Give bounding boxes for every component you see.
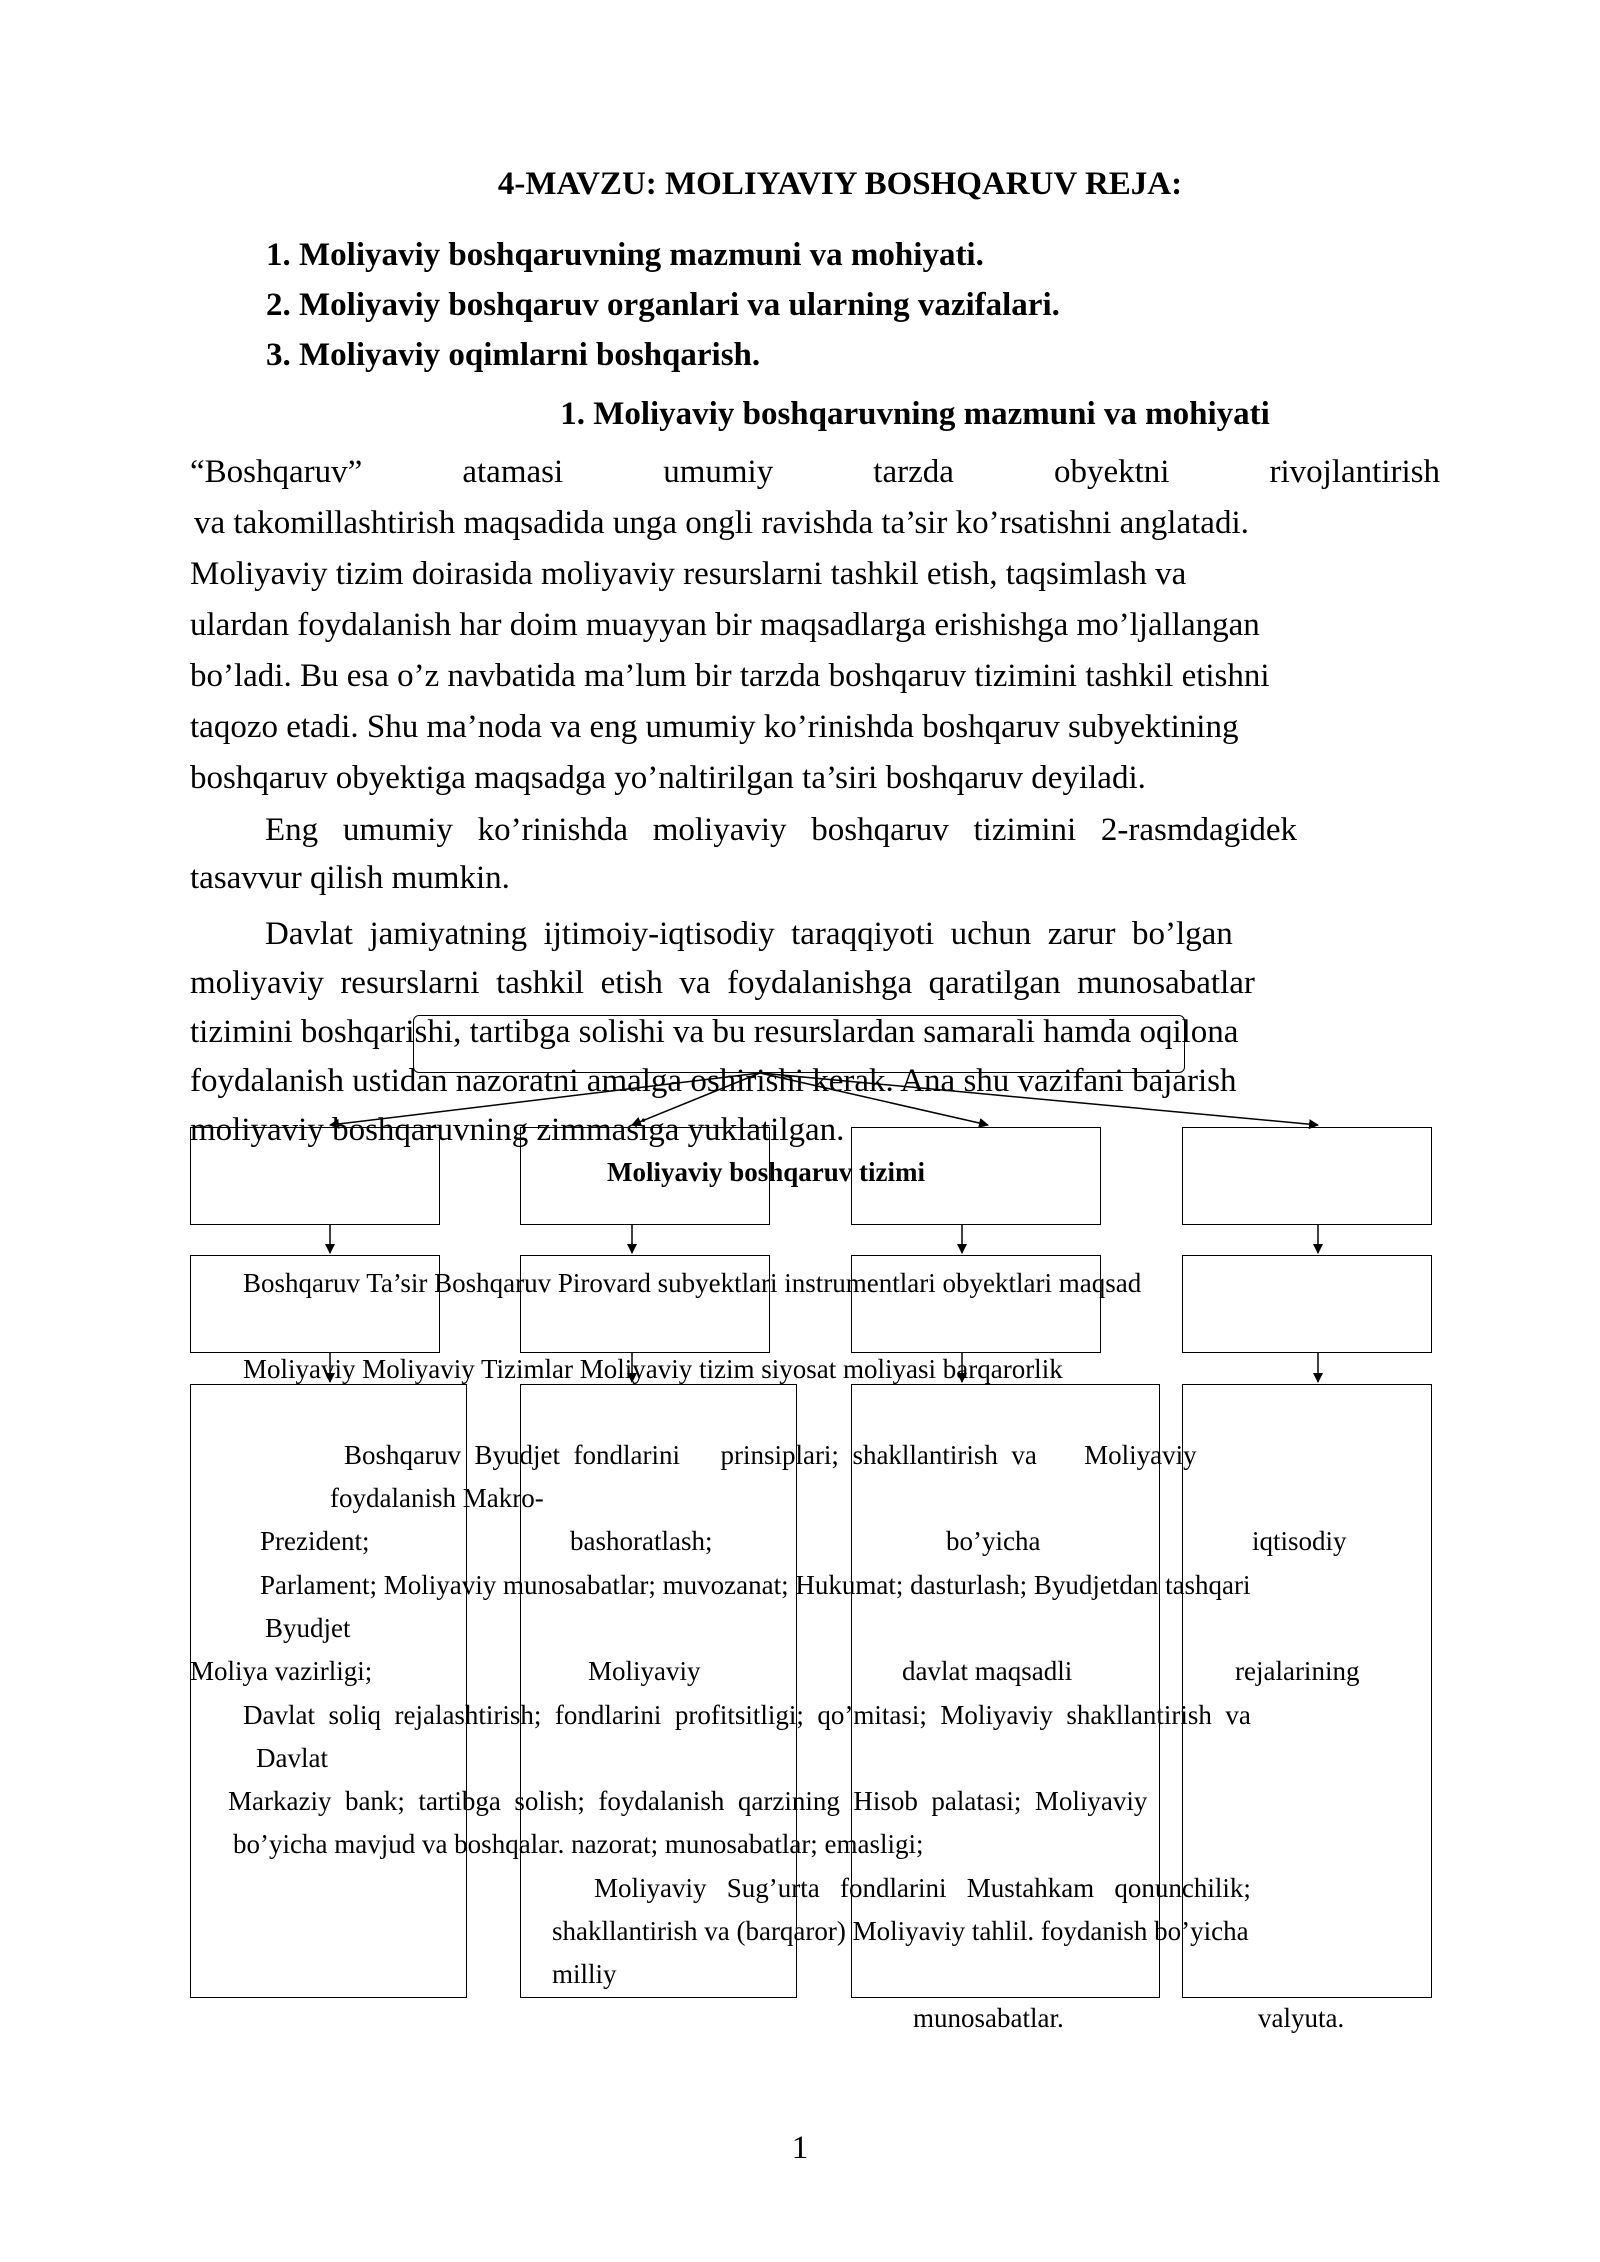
document-title: 4-MAVZU: MOLIYAVIY BOSHQARUV REJA:	[497, 166, 1183, 202]
diagram-body-line: Prezident;	[260, 1526, 370, 1556]
paragraph-3-line: Davlat jamiyatning ijtimoiy-iqtisodiy taraqqiyoti uchun zarur bo’lgan	[265, 916, 1233, 952]
paragraph-3-line: moliyaviy resurslarni tashkil etish va foydalanishga qaratilgan munosabatlar	[190, 965, 1255, 1001]
diagram-body-line: Davlat	[256, 1743, 328, 1773]
diagram-body-line: shakllantirish va (barqaror) Moliyaviy tahlil. foydanish bo’yicha	[552, 1916, 1249, 1946]
diagram-body-line: bo’yicha mavjud va boshqalar. nazorat; munosabatlar; emasligi;	[233, 1829, 924, 1859]
paragraph-1-line: ulardan foydalanish har doim muayyan bir maqsadlarga erishishga mo’ljallangan	[190, 607, 1260, 643]
paragraph-1-line: bo’ladi. Bu esa o’z navbatida ma’lum bir tarzda boshqaruv tizimini tashkil etishni	[190, 658, 1270, 694]
paragraph-3-line: tizimini boshqarishi, tartibga solishi va bu resurslardan samarali hamda oqilona	[190, 1014, 1239, 1050]
diagram-body-line: davlat maqsadli	[902, 1656, 1073, 1686]
diagram-body-line: Byudjet	[265, 1613, 351, 1643]
diagram-top-label: Moliyaviy boshqaruv tizimi	[607, 1157, 926, 1187]
diagram-body-line: bo’yicha	[946, 1526, 1041, 1556]
arrow-top-to-box-3	[760, 1073, 988, 1125]
diagram-row3-text: Moliyaviy Moliyaviy Tizimlar Moliyaviy tizim siyosat moliyasi barqarorlik	[243, 1354, 1063, 1384]
paragraph-1-line: va takomillashtirish maqsadida unga ongli ravishda ta’sir ko’rsatishni anglatadi.	[194, 505, 1249, 541]
diagram-body-line: iqtisodiy	[1252, 1526, 1347, 1556]
plan-item-1: 1. Moliyaviy boshqaruvning mazmuni va mohiyati.	[266, 237, 984, 273]
paragraph-3-line: foydalanish ustidan nazoratni amalga oshirishi kerak. Ana shu vazifani bajarish	[190, 1063, 1237, 1099]
paragraph-2-line: tasavvur qilish mumkin.	[190, 860, 510, 896]
diagram-body-line: Davlat soliq rejalashtirish; fondlarini profitsitligi; qo’mitasi; Moliyaviy shakllantirish va	[243, 1700, 1251, 1730]
diagram-body-line: Markaziy bank; tartibga solish; foydalanish qarzining Hisob palatasi; Moliyaviy	[228, 1786, 1148, 1816]
plan-item-2: 2. Moliyaviy boshqaruv organlari va ularning vazifalari.	[266, 287, 1060, 323]
diagram-body-line: Moliyaviy Sug’urta fondlarini Mustahkam qonunchilik;	[594, 1873, 1251, 1903]
section-heading: 1. Moliyaviy boshqaruvning mazmuni va mohiyati	[560, 396, 1270, 432]
paragraph-2-line: Eng umumiy ko’rinishda moliyaviy boshqaruv tizimini 2-rasmdagidek	[265, 812, 1298, 848]
page-number: 1	[791, 2130, 809, 2166]
diagram-body-line: bashoratlash;	[570, 1526, 713, 1556]
diagram-body-line: Boshqaruv Byudjet fondlarini prinsiplari; shakllantirish va Moliyaviy	[344, 1440, 1197, 1470]
plan-item-3: 3. Moliyaviy oqimlarni boshqarish.	[266, 337, 761, 373]
arrow-top-to-box-4	[760, 1073, 1318, 1125]
diagram-row2-text: Boshqaruv Ta’sir Boshqaruv Pirovard subyektlari instrumentlari obyektlari maqsad	[243, 1268, 1142, 1298]
paragraph-1-line: Moliyaviy tizim doirasida moliyaviy resurslarni tashkil etish, taqsimlash va	[190, 556, 1187, 592]
paragraph-1-line-1: “Boshqaruv” atamasi umumiy tarzda obyektni rivojlantirish	[190, 454, 1440, 490]
paragraph-3-line: moliyaviy boshqaruvning zimmasiga yuklatilgan.	[190, 1112, 845, 1148]
diagram-body-line: valyuta.	[1258, 2003, 1345, 2033]
diagram-body-line: foydalanish Makro-	[330, 1483, 544, 1513]
paragraph-1-line: boshqaruv obyektiga maqsadga yo’naltirilgan ta’siri boshqaruv deyiladi.	[190, 760, 1146, 796]
diagram-body-line: rejalarining	[1235, 1656, 1360, 1686]
paragraph-1-line: taqozo etadi. Shu ma’noda va eng umumiy ko’rinishda boshqaruv subyektining	[190, 709, 1239, 745]
diagram-body-line: munosabatlar.	[913, 2003, 1064, 2033]
diagram-body-line: Parlament; Moliyaviy munosabatlar; muvozanat; Hukumat; dasturlash; Byudjetdan tashqari	[260, 1570, 1251, 1600]
diagram-body-line: milliy	[552, 1959, 617, 1989]
diagram-body-line: Moliyaviy	[588, 1656, 701, 1686]
diagram-body-line: Moliya vazirligi;	[190, 1656, 373, 1686]
